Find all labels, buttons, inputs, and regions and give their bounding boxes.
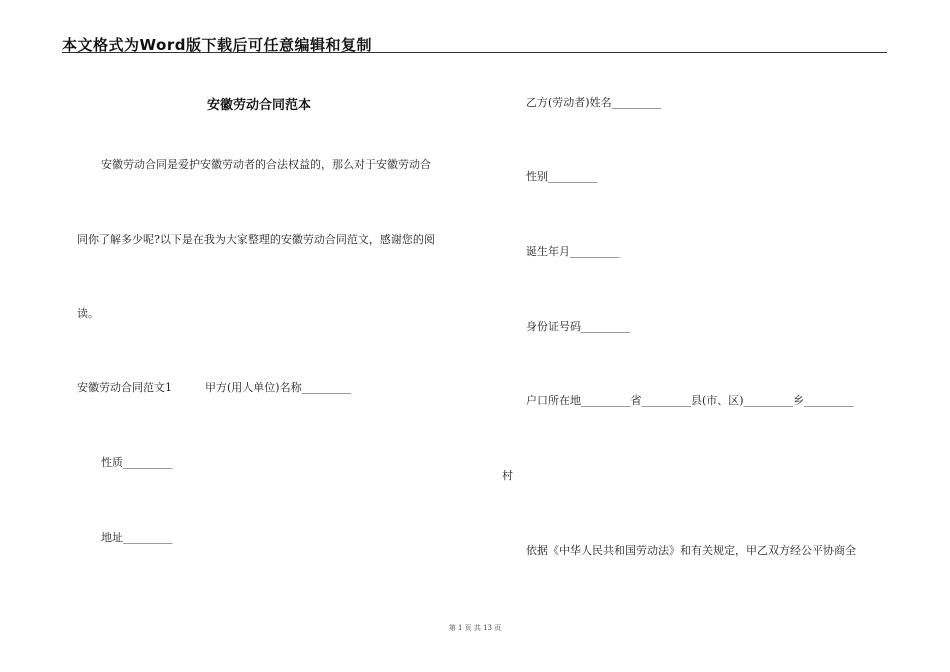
party-b-name-field: 乙方(劳动者)姓名_________ (526, 96, 662, 109)
id-number-field: 身份证号码_________ (526, 320, 631, 333)
header-divider (62, 52, 887, 53)
page-footer: 第 1 页 共 13 页 (448, 624, 502, 632)
document-title: 安徽劳动合同范本 (207, 98, 312, 113)
household-field: 户口所在地_________省_________县(市、区)_________乡_________ (526, 394, 854, 407)
address-field: 地址_________ (101, 531, 173, 544)
nature-field: 性质_________ (101, 456, 173, 469)
intro-line-3: 读。 (77, 307, 99, 320)
village-text: 村 (502, 469, 513, 482)
basis-paragraph: 依据《中华人民共和国劳动法》和有关规定，甲乙双方经公平协商全 (526, 544, 856, 557)
intro-line-2: 同你了解多少呢?以下是在我为大家整理的安徽劳动合同范文，感谢您的阅 (77, 233, 435, 246)
birth-field: 诞生年月_________ (526, 245, 620, 258)
document-banner: 本文格式为Word版下载后可任意编辑和复制 (62, 36, 372, 54)
intro-line-1: 安徽劳动合同是爱护安徽劳动者的合法权益的，那么对于安徽劳动合 (101, 158, 431, 171)
sample-label: 安徽劳动合同范文1 (77, 381, 172, 394)
party-a-name-field: 甲方(用人单位)名称_________ (205, 381, 352, 394)
gender-field: 性别_________ (526, 170, 598, 183)
